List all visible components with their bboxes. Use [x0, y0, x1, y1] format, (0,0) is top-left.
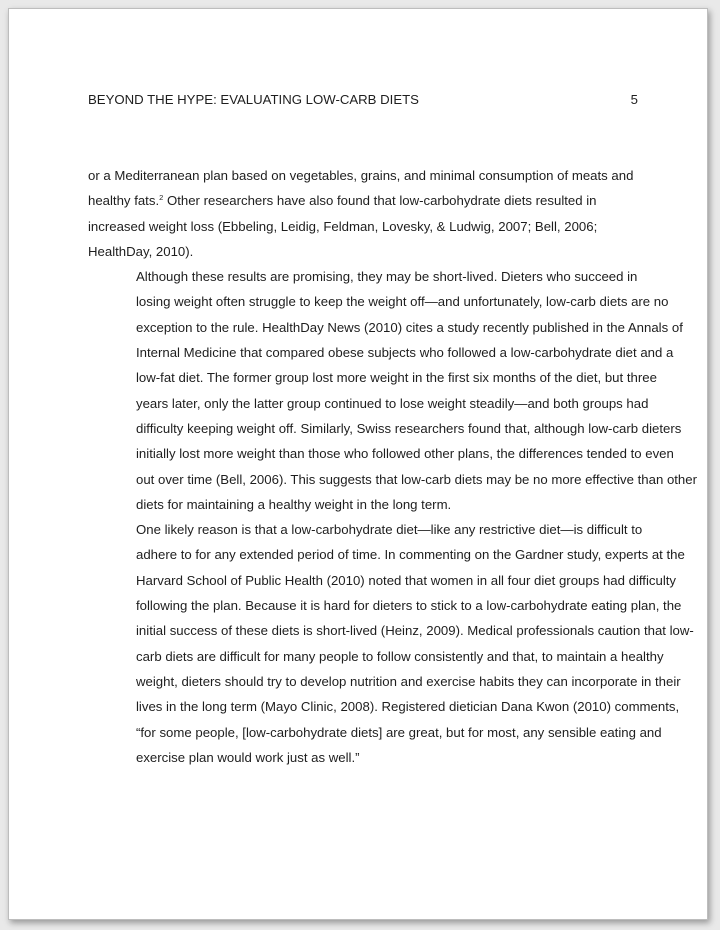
text-line: Internal Medicine that compared obese subjects who followed a low-carbohydrate diet and a	[136, 345, 674, 361]
text-line: diets for maintaining a healthy weight in the long term.	[136, 496, 452, 512]
text-line: low-fat diet. The former group lost more weight in the first six months of the diet, but three	[136, 370, 657, 386]
running-head-title: BEYOND THE HYPE: EVALUATING LOW-CARB DIETS	[88, 92, 419, 107]
text-line: adhere to for any extended period of time. In commenting on the Gardner study, experts at the	[136, 547, 685, 563]
text-line: carb diets are difficult for many people to follow consistently and that, to maintain a healthy	[136, 648, 664, 664]
text-line: Harvard School of Public Health (2010) noted that women in all four diet groups had difficulty	[136, 572, 677, 588]
text-line: lives in the long term (Mayo Clinic, 2008). Registered dietician Dana Kwon (2010) comments,	[136, 699, 680, 715]
running-head	[88, 92, 638, 107]
text-line: exception to the rule. HealthDay News (2010) cites a study recently published in the Annals of	[136, 319, 683, 335]
text-line: HealthDay, 2010).	[88, 243, 194, 259]
text-line: increased weight loss (Ebbeling, Leidig, Feldman, Lovesky, & Ludwig, 2007; Bell, 2006;	[88, 218, 598, 234]
body-text	[88, 163, 697, 770]
text-line: out over time (Bell, 2006). This suggests that low-carb diets may be no more effective than other	[136, 471, 697, 487]
text-line: Although these results are promising, they may be short-lived. Dieters who succeed in	[136, 269, 638, 285]
document-page	[8, 8, 708, 920]
text-segment: Other researchers have also found that low-carbohydrate diets resulted in	[163, 193, 597, 209]
text-line: initially lost more weight than those who followed other plans, the differences tended to even	[136, 446, 674, 462]
text-line: “for some people, [low-carbohydrate diets] are great, but for most, any sensible eating and	[136, 724, 662, 740]
text-line: exercise plan would work just as well.”	[136, 749, 360, 765]
text-line: initial success of these diets is short-lived (Heinz, 2009). Medical professionals caution that low-	[136, 623, 694, 639]
paragraph-1	[88, 163, 648, 264]
text-line: following the plan. Because it is hard for dieters to stick to a low-carbohydrate eating plan, the	[136, 598, 682, 614]
text-line: or a Mediterranean plan based on vegetables, grains, and minimal consumption of meats and	[88, 168, 634, 183]
text-line: years later, only the latter group continued to lose weight steadily—and both groups had	[136, 395, 649, 411]
footnote-marker: 2	[159, 193, 164, 203]
text-line: One likely reason is that a low-carbohydrate diet—like any restrictive diet—is difficult to	[136, 522, 643, 538]
text-segment: healthy fats.	[88, 193, 160, 209]
paragraph-2	[88, 264, 697, 517]
page-number: 5	[630, 92, 638, 107]
text-line: weight, dieters should try to develop nutrition and exercise habits they can incorporate in their	[136, 673, 681, 689]
text-line: losing weight often struggle to keep the weight off—and unfortunately, low-carb diets are no	[136, 294, 669, 310]
text-line: difficulty keeping weight off. Similarly, Swiss researchers found that, although low-carb dieters	[136, 420, 682, 436]
text-line	[88, 188, 648, 213]
paragraph-3	[88, 517, 694, 770]
